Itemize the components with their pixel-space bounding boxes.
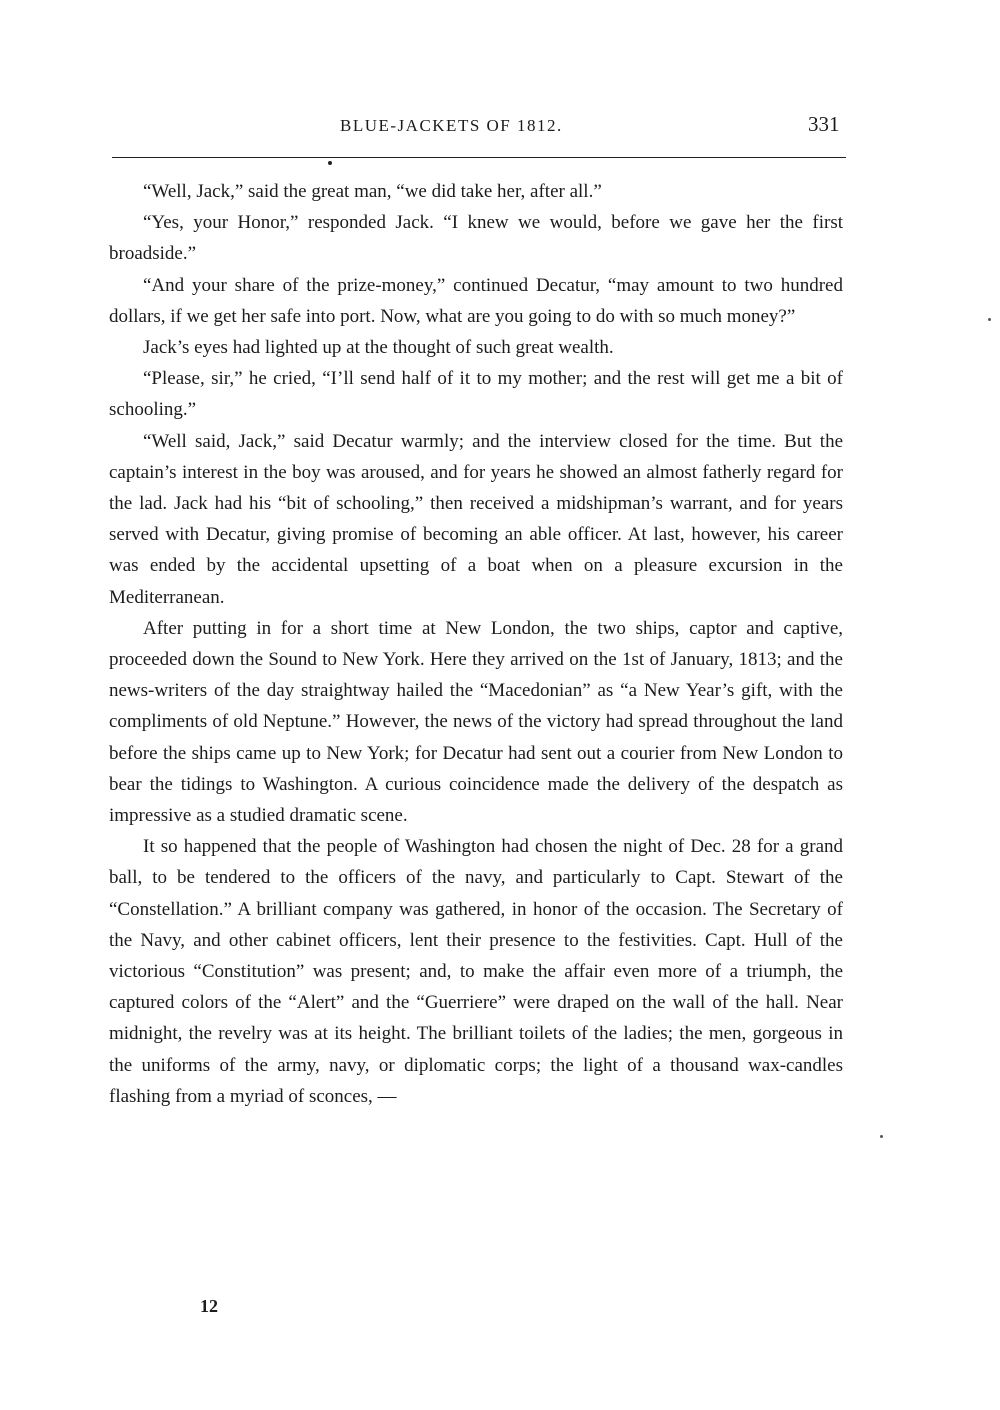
page-number: 331 [808,112,840,136]
paragraph: “Yes, your Honor,” responded Jack. “I knew we would, before we gave her the first broadside.” [109,212,843,265]
scan-speck [880,1135,883,1138]
paragraph: “Well, Jack,” said the great man, “we did take her, after all.” [143,181,602,202]
running-header-title: BLUE-JACKETS OF 1812. [340,116,563,135]
paragraph: Jack’s eyes had lighted up at the thought of such great wealth. [143,337,614,359]
scan-speck [988,318,991,321]
paragraph: “Well said, Jack,” said Decatur warmly; and the interview closed for the time. But the captain’s interest in the boy was aroused, and for years he showed an almost fatherly regard for the lad. Jack had his “bit of schooling,” then received a midshipman’s warrant, and for years served with Decatur, giving promise of becoming an able officer. At last, however, his career was ended by the accidental upsetting of a boat when on a pleasure excursion in the Mediterranean. [109,430,843,608]
paragraph: “Please, sir,” he cried, “I’ll send half of it to my mother; and the rest will get me a bit of schooling.” [109,368,843,421]
signature-mark: 12 [200,1296,218,1316]
header-rule [112,157,846,158]
paragraph: After putting in for a short time at New London, the two ships, captor and captive, proceeded down the Sound to New York. Here they arrived on the 1st of January, 1813; and the news-writers of the day straightway hailed the “Macedonian” as “a New Year’s gift, with the compliments of old Neptune.” However, the news of the victory had spread throughout the land before the ships came up to New York; for Decatur had sent out a courier from New London to bear the tidings to Washington. A curious coincidence made the delivery of the despatch as impressive as a studied dramatic scene. [109,617,843,827]
body-text [109,176,843,1112]
paragraph: It so happened that the people of Washington had chosen the night of Dec. 28 for a grand ball, to be tendered to the officers of the navy, and particularly to Capt. Stewart of the “Constellation.” A brilliant company was gathered, in honor of the occasion. The Secretary of the Navy, and other cabinet officers, lent their presence to the festivities. Capt. Hull of the victorious “Constitution” was present; and, to make the affair even more of a triumph, the captured colors of the “Alert” and the “Guerriere” were draped on the wall of the hall. Near midnight, the revelry was at its height. The brilliant toilets of the ladies; the men, gorgeous in the uniforms of the army, navy, or diplomatic corps; the light of a thousand wax-candles flashing from a myriad of sconces, — [109,836,843,1107]
header-rule-ornament [328,161,332,165]
paragraph: “And your share of the prize-money,” continued Decatur, “may amount to two hundred dollars, if we get her safe into port. Now, what are you going to do with so much money?” [109,274,843,327]
